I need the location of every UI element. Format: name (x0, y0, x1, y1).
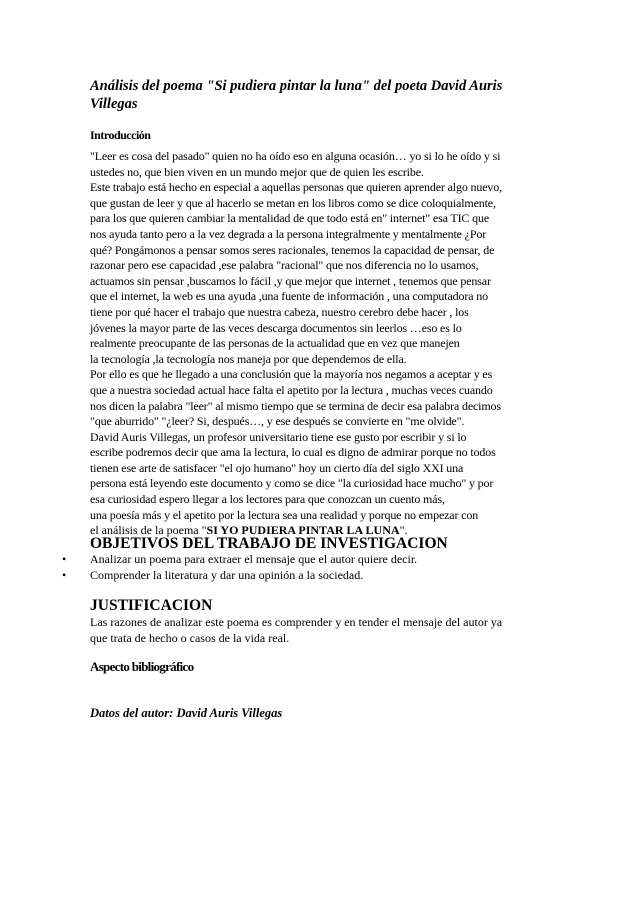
aspect-heading: Aspecto bibliográfico (90, 659, 194, 674)
intro-line: Este trabajo está hecho en especial a aquellas personas que quieren aprender algo nuevo, (90, 180, 502, 195)
objective-text: Comprender la literatura y dar una opinión a la sociedad. (90, 567, 364, 582)
intro-line: nos dicen la palabra "leer" al mismo tiempo que se termina de decir esa palabra decimos (90, 398, 501, 413)
document-title (90, 77, 560, 113)
intro-body (90, 149, 560, 539)
objective-text: Analizar un poema para extraer el mensaje que el autor quiere decir. (90, 552, 418, 566)
bullet-icon: • (62, 552, 67, 566)
justification-heading: JUSTIFICACION (90, 597, 213, 614)
intro-line: para los que quieren cambiar la mentalidad de que todo está en" internet" esa TIC que (90, 211, 490, 226)
intro-last-prefix: el análisis de la poema " (90, 523, 207, 538)
intro-line: "que aburrido" "¿leer? Si, después…, y ese después se convierte en "me olvide". (90, 414, 465, 429)
intro-line: tiene por qué hacer el trabajo que nuestra cabeza, nuestro cerebro debe hacer , los (90, 304, 469, 319)
bullet-icon: • (62, 567, 67, 582)
objectives-heading: OBJETIVOS DEL TRABAJO DE INVESTIGACION (90, 535, 448, 552)
intro-last-suffix: ". (399, 523, 408, 538)
title-line: Villegas (90, 96, 138, 112)
title-line: Análisis del poema "Si pudiera pintar la luna" del poeta David Auris (90, 78, 503, 94)
intro-line: razonar pero ese capacidad ,ese palabra "racional" que nos diferencia no lo usamos, (90, 258, 479, 273)
intro-line: nos ayuda tanto pero a la vez degrada a la persona integralmente y mentalmente ¿Por (90, 226, 487, 241)
intro-line: persona está leyendo este documento y como se dice "la curiosidad hace mucho" y por (90, 476, 494, 491)
intro-line: tienen ese arte de satisfacer "el ojo humano" hoy un cierto día del siglo XXI una (90, 460, 464, 475)
intro-line: escribe podremos decir que ama la lectura, lo cual es digno de admirar porque no todos (90, 445, 496, 460)
intro-line: David Auris Villegas, un profesor universitario tiene ese gusto por escribir y si lo (90, 429, 467, 444)
intro-line: que el internet, la web es una ayuda ,una fuente de información , una computadora no (90, 289, 488, 304)
intro-line: "Leer es cosa del pasado" quien no ha oído eso en alguna ocasión… yo si lo he oído y si (90, 149, 501, 163)
objectives-list (0, 552, 600, 583)
intro-line: esa curiosidad espero llegar a los lectores para que conozcan un cuento más, (90, 492, 445, 507)
intro-heading: Introducción (90, 128, 151, 142)
justification-line: que trata de hecho o casos de la vida real. (90, 630, 290, 645)
intro-line: Por ello es que he llegado a una conclusión que la mayoría nos negamos a aceptar y es (90, 367, 493, 382)
intro-line: qué? Pongámonos a pensar somos seres racionales, tenemos la capacidad de pensar, de (90, 242, 495, 257)
intro-line: la tecnología ,la tecnología nos maneja por que dependemos de ella. (90, 351, 407, 366)
poem-title-bold: SI YO PUDIERA PINTAR LA LUNA (206, 523, 400, 538)
intro-line: actuamos sin pensar ,buscamos lo fácil ,y que mejor que internet , tenemos que pensar (90, 273, 491, 288)
justification-line: Las razones de analizar este poema es comprender y en tender el mensaje del autor ya (90, 615, 503, 629)
intro-line: que a nuestra sociedad actual hace falta el apetito por la lectura , muchas veces cuando (90, 382, 493, 397)
intro-line: ustedes no, que bien viven en un mundo mejor que de quien les escribe. (90, 164, 424, 179)
intro-line: que gustan de leer y que al hacerlo se metan en los libros como se dice coloquialmente, (90, 195, 496, 210)
list-item (0, 568, 600, 584)
justification-body (90, 615, 560, 646)
intro-line: jóvenes la mayor parte de las veces descarga documentos sin leerlos …eso es lo (90, 320, 462, 335)
intro-line: realmente preocupante de las personas de la actualidad que en vez que manejen (90, 336, 460, 351)
author-data: Datos del autor: David Auris Villegas (90, 706, 283, 720)
intro-line: una poesía más y el apetito por la lectura sea una realidad y porque no empezar con (90, 507, 479, 522)
list-item (0, 552, 600, 568)
